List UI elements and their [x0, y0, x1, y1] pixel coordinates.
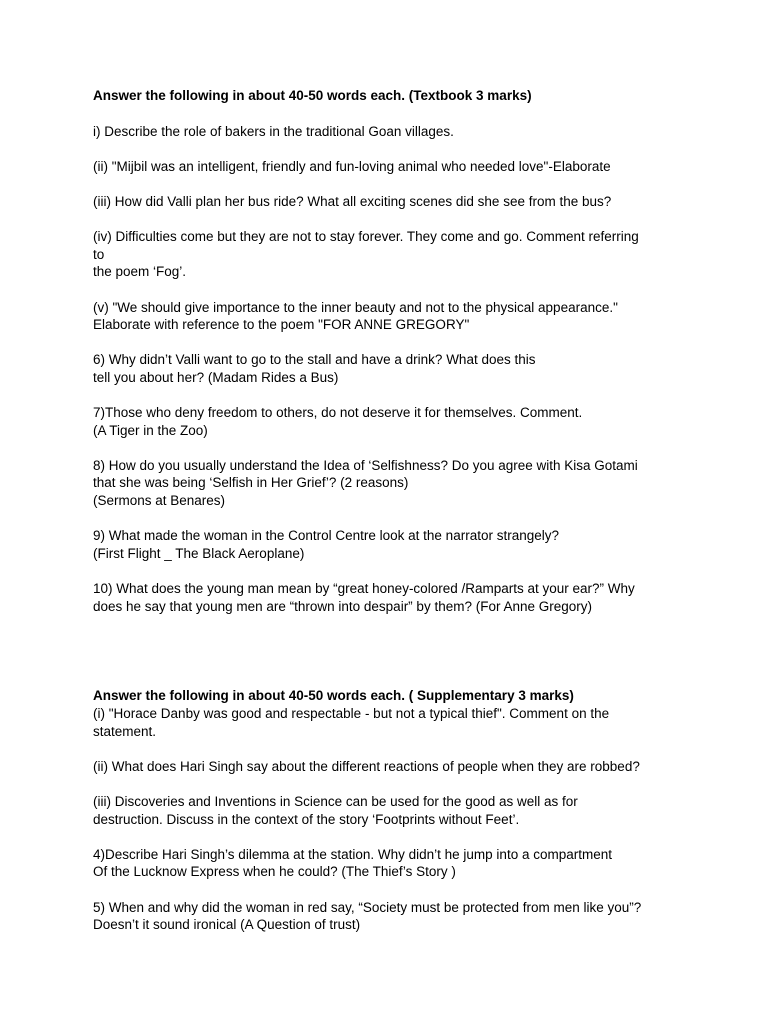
- section-heading-supplementary: Answer the following in about 40-50 words each. ( Supplementary 3 marks): [93, 688, 574, 703]
- question-line: 4)Describe Hari Singh’s dilemma at the station. Why didn’t he jump into a compartment: [93, 846, 612, 862]
- question-line: (First Flight _ The Black Aeroplane): [93, 545, 305, 561]
- question-item: [93, 158, 683, 176]
- section-heading-textbook: Answer the following in about 40-50 words each. (Textbook 3 marks): [93, 88, 532, 103]
- question-line: (Sermons at Benares): [93, 493, 226, 509]
- question-item: [93, 758, 683, 776]
- question-spacer: [93, 439, 683, 457]
- question-item: [93, 899, 683, 934]
- question-line: i) Describe the role of bakers in the traditional Goan villages.: [93, 123, 454, 139]
- question-spacer: [93, 211, 683, 229]
- question-list: [93, 705, 683, 934]
- question-line: (v) "We should give importance to the inner beauty and not to the physical appearance.": [93, 299, 618, 315]
- question-item: [93, 123, 683, 141]
- question-line: statement.: [93, 723, 157, 739]
- question-spacer: [93, 510, 683, 528]
- question-spacer: [93, 175, 683, 193]
- question-item: [93, 404, 683, 439]
- question-line: 5) When and why did the woman in red say, “Society must be protected from men like you”?: [93, 899, 642, 915]
- question-line: (iii) How did Valli plan her bus ride? What all exciting scenes did she see from the bus?: [93, 193, 612, 209]
- question-spacer: [93, 828, 683, 846]
- question-spacer: [93, 775, 683, 793]
- question-line: 10) What does the young man mean by “great honey-colored /Ramparts at your ear?” Why: [93, 581, 635, 597]
- question-line: Doesn’t it sound ironical (A Question of trust): [93, 917, 361, 933]
- question-item: [93, 793, 683, 828]
- question-item: [93, 193, 683, 211]
- question-line: (ii) "Mijbil was an intelligent, friendly and fun-loving animal who needed love"-Elaborate: [93, 158, 611, 174]
- question-item: [93, 299, 683, 334]
- question-line: the poem ‘Fog’.: [93, 264, 187, 280]
- question-item: [93, 846, 683, 881]
- question-line: 9) What made the woman in the Control Centre look at the narrator strangely?: [93, 528, 559, 544]
- question-spacer: [93, 334, 683, 352]
- question-item: [93, 228, 683, 281]
- question-line: Elaborate with reference to the poem "FOR ANNE GREGORY": [93, 317, 470, 333]
- question-line: that she was being ‘Selfish in Her Grief’? (2 reasons): [93, 475, 409, 491]
- textbook-section: [93, 87, 683, 615]
- question-item: [93, 580, 683, 615]
- supplementary-section: [93, 687, 683, 934]
- question-line: Of the Lucknow Express when he could? (The Thief’s Story ): [93, 864, 456, 880]
- question-line: (i) "Horace Danby was good and respectable - but not a typical thief". Comment on the: [93, 706, 610, 721]
- question-spacer: [93, 281, 683, 299]
- question-spacer: [93, 740, 683, 758]
- question-spacer: [93, 387, 683, 405]
- question-item: [93, 457, 683, 510]
- question-list: [93, 123, 683, 616]
- question-line: (iii) Discoveries and Inventions in Science can be used for the good as well as for: [93, 793, 578, 809]
- question-line: destruction. Discuss in the context of the story ‘Footprints without Feet’.: [93, 811, 520, 827]
- question-line: (iv) Difficulties come but they are not to stay forever. They come and go. Comment referring: [93, 229, 639, 245]
- question-line: 7)Those who deny freedom to others, do not deserve it for themselves. Comment.: [93, 405, 583, 421]
- question-line: does he say that young men are “thrown into despair” by them? (For Anne Gregory): [93, 598, 593, 614]
- question-spacer: [93, 881, 683, 899]
- question-item: [93, 527, 683, 562]
- question-spacer: [93, 140, 683, 158]
- question-line: tell you about her? (Madam Rides a Bus): [93, 369, 339, 385]
- question-item: [93, 705, 683, 740]
- question-line: (A Tiger in the Zoo): [93, 422, 208, 438]
- question-item: [93, 351, 683, 386]
- question-line: 6) Why didn’t Valli want to go to the stall and have a drink? What does this: [93, 352, 536, 368]
- question-line: to: [93, 246, 105, 262]
- question-spacer: [93, 562, 683, 580]
- question-line: (ii) What does Hari Singh say about the different reactions of people when they are robbed?: [93, 758, 640, 774]
- question-line: 8) How do you usually understand the Idea of ‘Selfishness? Do you agree with Kisa Gotami: [93, 457, 638, 473]
